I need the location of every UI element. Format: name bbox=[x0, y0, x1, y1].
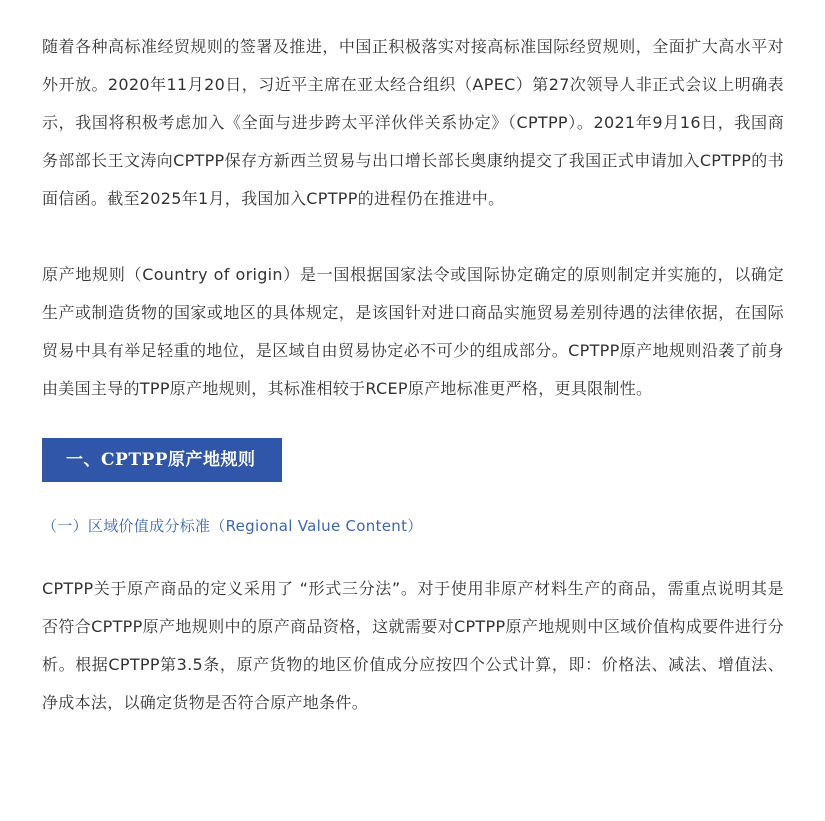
section-heading: 一、CPTPP原产地规则 bbox=[42, 438, 282, 482]
subheading-regional-value-content: （一）区域价值成分标准（Regional Value Content） bbox=[42, 517, 423, 535]
paragraph-spacer bbox=[42, 482, 784, 512]
article-body bbox=[42, 28, 784, 722]
paragraph-spacer bbox=[42, 218, 784, 256]
paragraph-cptpp-accession: 随着各种高标准经贸规则的签署及推进，中国正积极落实对接高标准国际经贸规则，全面扩大高水平对外开放。2020年11月20日，习近平主席在亚太经合组织（APEC）第27次领导人非正式会议上明确表示，我国将积极考虑加入《全面与进步跨太平洋伙伴关系协定》（CPTPP）。2021年9月16日，我国商务部部长王文涛向CPTPP保存方新西兰贸易与出口增长部长奥康纳提交了我国正式申请加入CPTPP的书面信函。截至2025年1月，我国加入CPTPP的进程仍在推进中。 bbox=[42, 37, 784, 208]
paragraph-rvc-definition: CPTPP关于原产商品的定义采用了 “形式三分法”。对于使用非原产材料生产的商品，需重点说明其是否符合CPTPP原产地规则中的原产商品资格，这就需要对CPTPP原产地规则中区域价值构成要件进行分析。根据CPTPP第3.5条，原产货物的地区价值成分应按四个公式计算，即：价格法、减法、增值法、净成本法，以确定货物是否符合原产地条件。 bbox=[42, 579, 784, 712]
paragraph-rules-of-origin: 原产地规则（Country of origin）是一国根据国家法令或国际协定确定的原则制定并实施的，以确定生产或制造货物的国家或地区的具体规定，是该国针对进口商品实施贸易差别待遇的法律依据，在国际贸易中具有举足轻重的地位，是区域自由贸易协定必不可少的组成部分。CPTPP原产地规则沿袭了前身由美国主导的TPP原产地规则，其标准相较于RCEP原产地标准更严格，更具限制性。 bbox=[42, 265, 784, 398]
paragraph-spacer bbox=[42, 540, 784, 570]
paragraph-spacer bbox=[42, 408, 784, 438]
